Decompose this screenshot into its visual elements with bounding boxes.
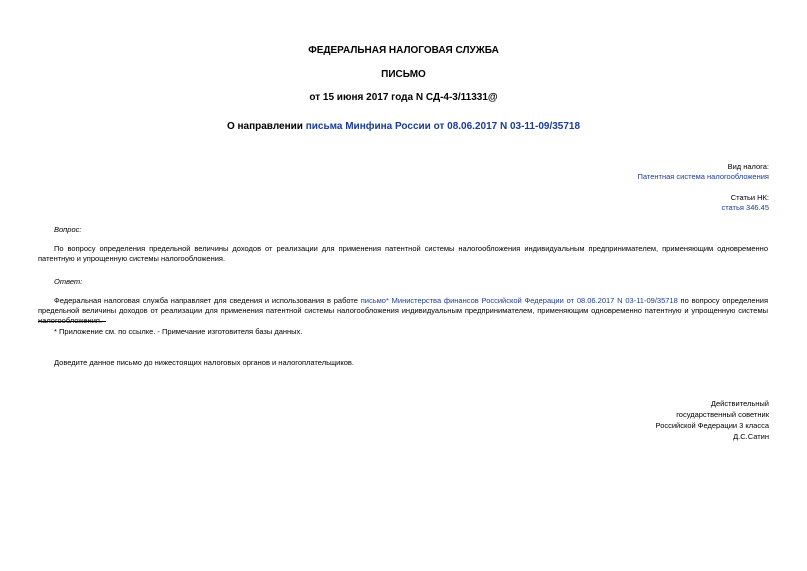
document-date-number: от 15 июня 2017 года N СД-4-3/11331@ [309,92,498,103]
question-content: По вопросу определения предельной величины доходов от реализации для применения патентной системы налогообложения индивидуальным предпринимателем, применяющим одновременно патентную и упрощенную системы налогообложения. [38,244,768,263]
subject-prefix: О направлении [226,121,306,132]
signature-rank-line-3: Российской Федерации 3 класса [655,421,769,430]
signature-rank-line-2: государственный советник [676,410,769,419]
subject-link[interactable]: письма Минфина России от 08.06.2017 N 03-11-09/35718 [305,121,581,132]
footnote-divider [38,321,106,322]
signature-rank-line-1: Действительный [710,399,769,408]
tax-type-link[interactable]: Патентная система налогообложения [637,172,769,181]
tax-type-label: Вид налога: [727,162,769,171]
answer-post: по вопросу определения предельной величины доходов от реализации для применения патентной системы налогообложения индивидуальным предпринимателем, применяющим одновременно патентную и упрощенную системы налогообложения. [38,296,768,325]
letter-link[interactable]: письмо* Министерства финансов Российской Федерации от 08.06.2017 N 03-11-09/35718 [360,296,678,305]
document-type: ПИСЬМО [381,69,426,80]
document-subject [0,121,807,132]
footnote: * Приложение см. по ссылке. - Примечание изготовителя базы данных. [54,327,303,336]
question-label: Вопрос: [54,225,82,234]
answer-text [38,296,768,326]
distribution-instruction: Доведите данное письмо до нижестоящих налоговых органов и налогоплательщиков. [54,358,354,367]
answer-label: Ответ: [54,277,83,286]
signature-name: Д.С.Сатин [733,432,769,441]
agency-title: ФЕДЕРАЛЬНАЯ НАЛОГОВАЯ СЛУЖБА [308,45,499,56]
question-text [38,244,768,264]
answer-pre: Федеральная налоговая служба направляет для сведения и использования в работе [54,296,361,305]
tax-code-article-link[interactable]: статья 346.45 [721,203,769,212]
tax-code-articles-label: Статьи НК: [730,193,769,202]
